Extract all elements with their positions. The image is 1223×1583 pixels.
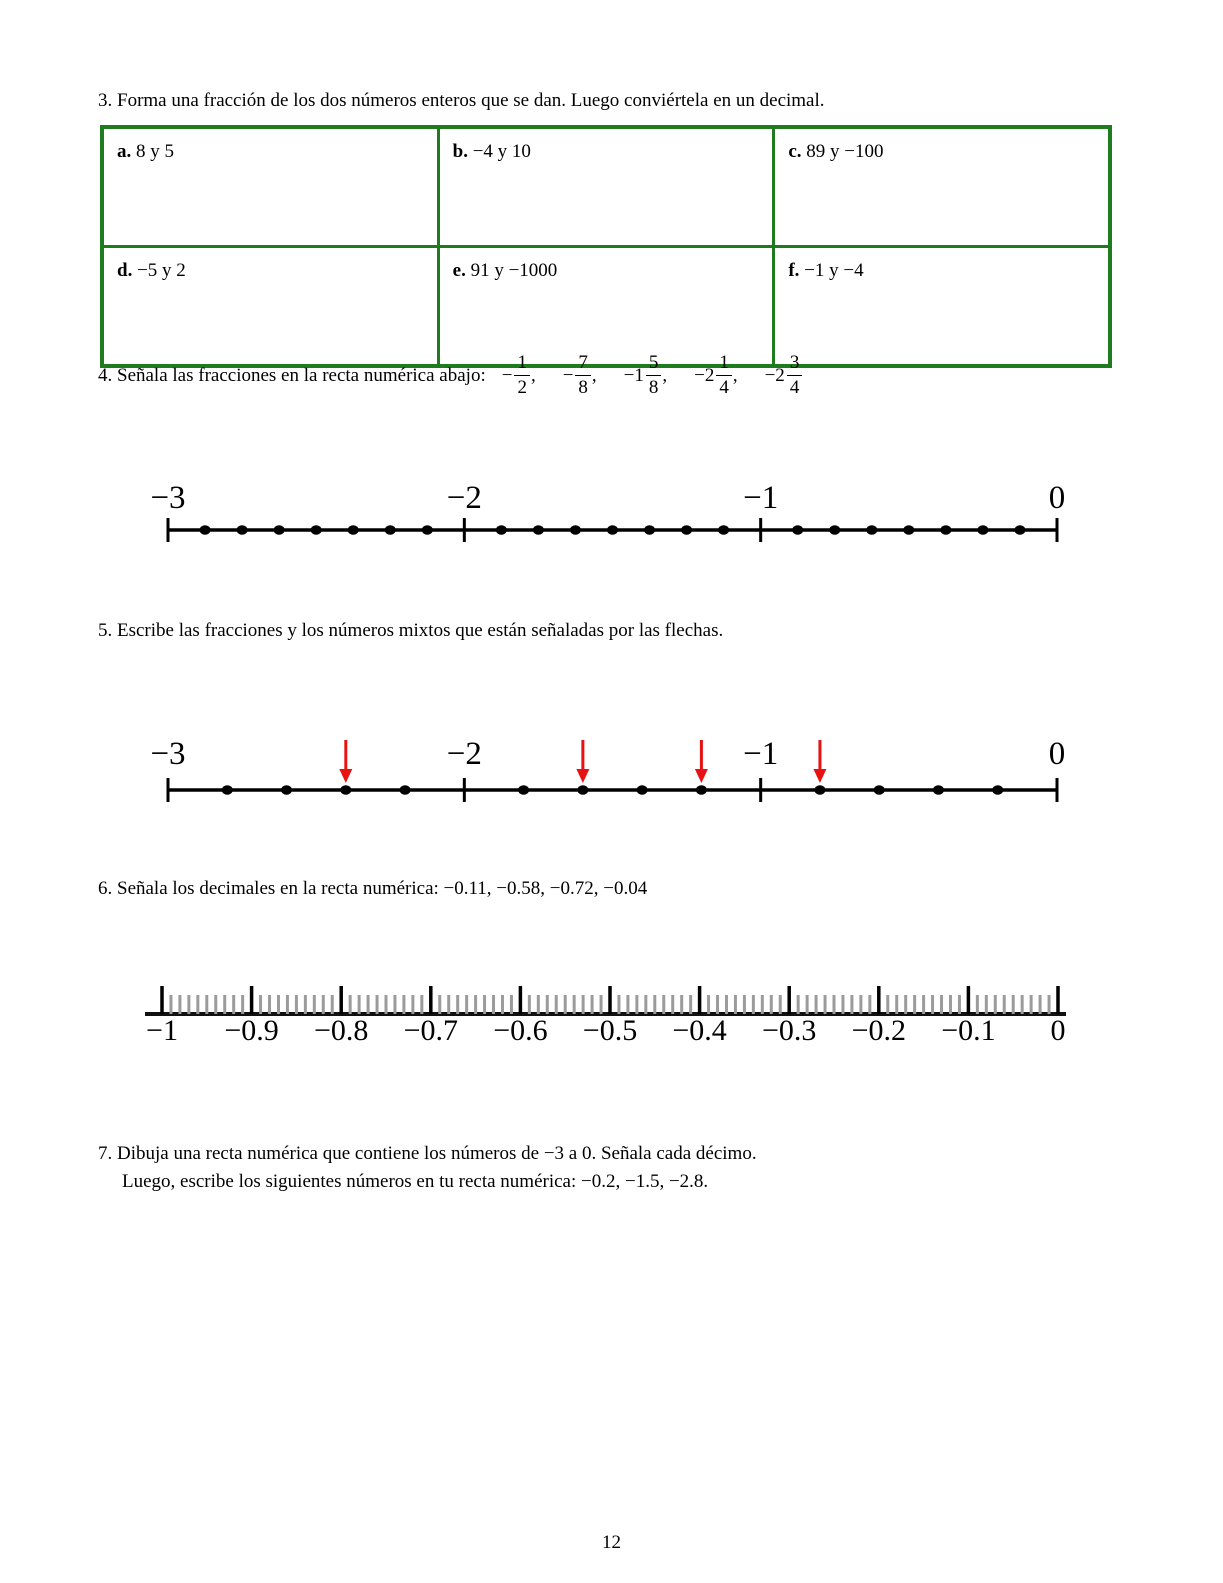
fraction-dot	[570, 525, 581, 534]
fraction-denominator: 8	[578, 377, 588, 398]
fraction-separator: ,	[530, 365, 536, 386]
fraction-dot	[577, 785, 588, 794]
table-cell: d. −5 y 2	[102, 247, 438, 367]
cell-letter-label: b.	[452, 141, 468, 162]
integer-label: −1	[743, 480, 779, 516]
fraction-denominator: 4	[789, 377, 800, 398]
ruler-numberline	[125, 958, 1110, 1050]
fraction-dot	[814, 785, 825, 794]
numberline-eighths	[125, 462, 1110, 560]
fraction-dot	[274, 525, 285, 534]
fraction-denominator: 4	[719, 377, 729, 398]
fraction-denominator: 8	[648, 377, 659, 398]
fraction-dot	[829, 525, 840, 534]
fraction-dot	[533, 525, 544, 534]
stacked-fraction	[716, 353, 732, 398]
fraction-separator: ,	[732, 365, 738, 386]
fraction-dot	[496, 525, 507, 534]
integer-label: 0	[1048, 736, 1066, 772]
problem3-text: 3. Forma una fracción de los dos números enteros que se dan. Luego conviértela en un decimal.	[98, 90, 825, 111]
fraction-dot	[281, 785, 292, 794]
fraction-dot	[866, 525, 877, 534]
red-arrow-head	[695, 769, 708, 783]
cell-letter-label: f.	[788, 260, 800, 281]
integer-label: −3	[150, 480, 186, 516]
problem4-text: 4. Señala las fracciones en la recta numérica abajo:	[98, 365, 486, 386]
fraction-dot	[644, 525, 655, 534]
fraction-dot	[792, 525, 803, 534]
problem5-text: 5. Escribe las fracciones y los números mixtos que están señaladas por las flechas.	[98, 620, 724, 641]
fraction-dot	[200, 525, 211, 534]
integer-label: −1	[743, 736, 779, 772]
fraction-dot	[400, 785, 411, 794]
page-number: 12	[602, 1532, 621, 1553]
fraction-denominator: 2	[517, 377, 527, 398]
fraction-dot	[696, 785, 707, 794]
fraction-dot	[992, 785, 1003, 794]
ruler-label: −1	[146, 1014, 178, 1047]
fraction-dot	[977, 525, 988, 534]
fraction	[502, 353, 536, 398]
cell-letter-label: e.	[452, 260, 466, 281]
fraction	[765, 353, 803, 398]
stacked-fraction	[514, 353, 530, 398]
fraction	[624, 353, 667, 398]
ruler-label: −0.2	[851, 1014, 907, 1047]
numberline-fifths-with-arrows	[125, 708, 1110, 810]
ruler-label: −0.4	[672, 1014, 727, 1047]
cell-letter-label: a.	[117, 141, 132, 162]
ruler-label: −0.8	[313, 1014, 369, 1047]
red-arrow-head	[339, 769, 352, 783]
fraction-dot	[422, 525, 433, 534]
problem6-text: 6. Señala los decimales en la recta numérica: −0.11, −0.58, −0.72, −0.04	[98, 878, 648, 899]
fraction-dot	[607, 525, 618, 534]
fraction	[563, 353, 597, 398]
fraction-dot	[637, 785, 648, 794]
table-cell: b. −4 y 10	[438, 127, 774, 247]
fraction-numerator: 1	[716, 353, 732, 376]
fraction-dot	[1014, 525, 1025, 534]
fraction-dot	[874, 785, 885, 794]
fraction-dot	[933, 785, 944, 794]
red-arrow-head	[813, 769, 826, 783]
fraction-numerator: 7	[575, 353, 591, 376]
fraction-whole-part: −2	[694, 365, 715, 386]
fraction-numerator: 5	[646, 353, 662, 376]
fraction-dot	[348, 525, 359, 534]
table-cell: e. 91 y −1000	[438, 247, 774, 367]
fraction-separator: ,	[662, 365, 668, 386]
fraction-separator: ,	[591, 365, 597, 386]
red-arrow-head	[576, 769, 589, 783]
stacked-fraction	[646, 353, 662, 398]
problem3-answer-table	[100, 125, 1112, 368]
ruler-label: −0.7	[403, 1014, 459, 1047]
fraction	[694, 353, 737, 398]
table-row	[102, 127, 1110, 247]
fraction-dot	[222, 785, 233, 794]
fraction-dot	[940, 525, 951, 534]
fraction-whole-part: −2	[764, 365, 785, 386]
cell-letter-label: d.	[117, 260, 133, 281]
fraction-dot	[237, 525, 248, 534]
ruler-label: −0.5	[582, 1014, 638, 1047]
fraction-whole-part: −	[562, 365, 574, 386]
cell-letter-label: c.	[788, 141, 802, 162]
table-cell: a. 8 y 5	[102, 127, 438, 247]
ruler-label: −0.6	[493, 1014, 548, 1047]
ruler-label: −0.3	[761, 1014, 817, 1047]
table-cell: c. 89 y −100	[774, 127, 1110, 247]
fraction-numerator: 1	[514, 353, 530, 376]
problem4-row	[98, 340, 802, 412]
fraction-dot	[903, 525, 914, 534]
stacked-fraction	[575, 353, 591, 398]
fraction-dot	[718, 525, 729, 534]
fraction-dot	[385, 525, 396, 534]
fraction-dot	[340, 785, 351, 794]
problem4-fraction-list	[502, 353, 803, 398]
fraction-dot	[311, 525, 322, 534]
ruler-label: −0.9	[224, 1014, 279, 1047]
ruler-label: −0.1	[941, 1014, 996, 1047]
integer-label: −3	[150, 736, 186, 772]
problem7-text	[98, 1140, 757, 1196]
fraction-whole-part: −	[501, 365, 513, 386]
fraction-numerator: 3	[787, 353, 803, 376]
integer-label: −2	[446, 736, 482, 772]
integer-label: −2	[446, 480, 482, 516]
problem7-line2: Luego, escribe los siguientes números en tu recta numérica: −0.2, −1.5, −2.8.	[122, 1171, 709, 1192]
stacked-fraction	[787, 353, 803, 398]
integer-label: 0	[1048, 480, 1066, 516]
fraction-whole-part: −1	[623, 365, 644, 386]
table-cell: f. −1 y −4	[774, 247, 1110, 367]
fraction-dot	[681, 525, 692, 534]
ruler-label: 0	[1050, 1014, 1066, 1047]
fraction-dot	[518, 785, 529, 794]
problem7-line1: 7. Dibuja una recta numérica que contiene los números de −3 a 0. Señala cada décimo.	[98, 1143, 757, 1164]
